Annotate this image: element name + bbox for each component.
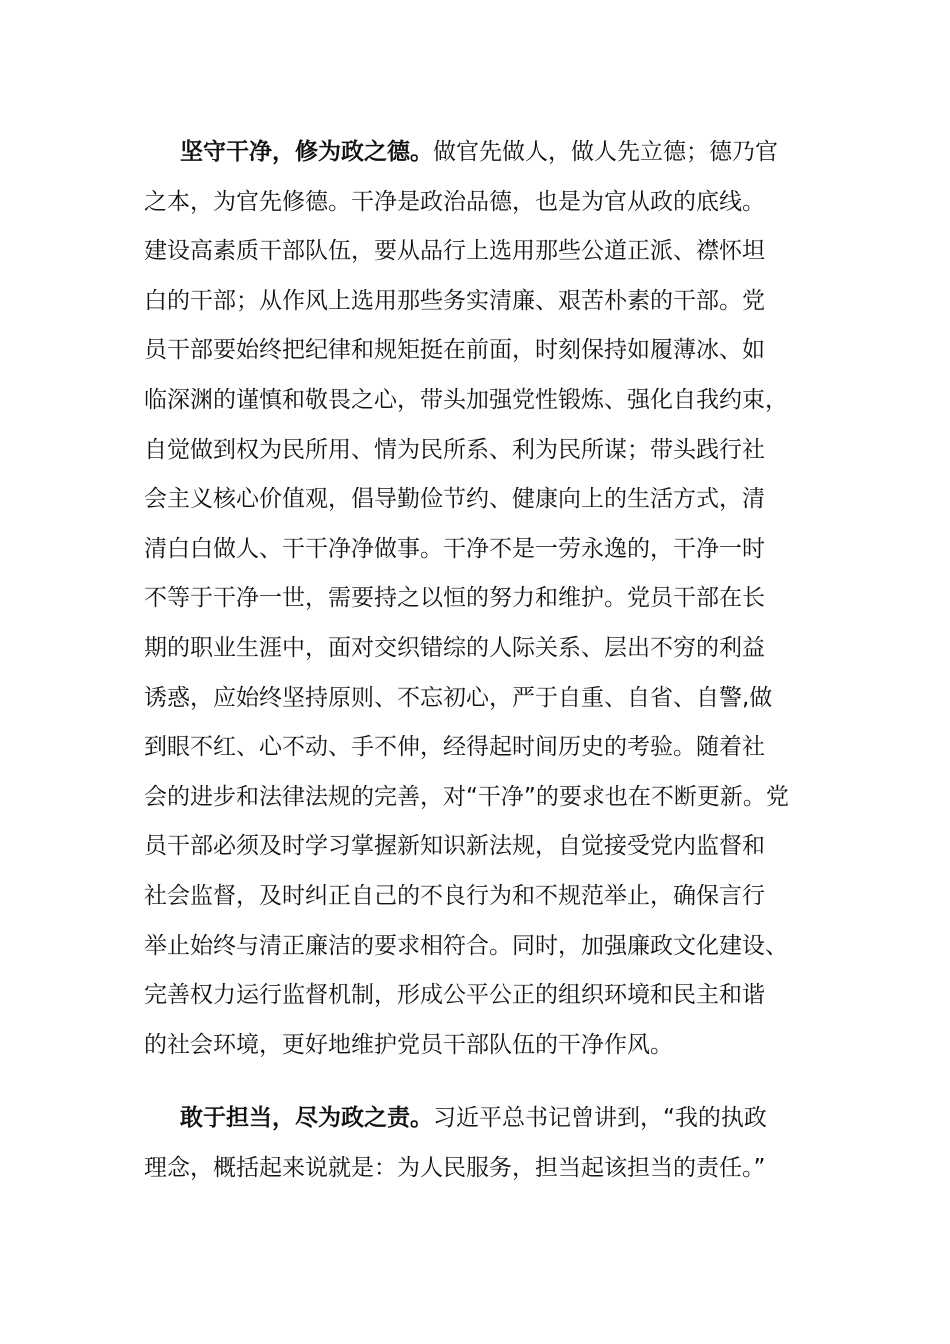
paragraph-line: 理念，概括起来说就是：为人民服务，担当起该担当的责任。” [144,1154,766,1181]
paragraph-line: 白的干部；从作风上选用那些务实清廉、艰苦朴素的干部。党 [144,287,765,314]
paragraph-line: 会主义核心价值观，倡导勤俭节约、健康向上的生活方式，清 [144,486,765,513]
paragraph-line: 不等于干净一世，需要持之以恒的努力和维护。党员干部在长 [144,585,765,612]
paragraph-line: 员干部要始终把纪律和规矩挺在前面，时刻保持如履薄冰、如 [144,337,765,364]
paragraph-line: 之本，为官先修德。干净是政治品德，也是为官从政的底线。 [144,188,765,215]
paragraph-line: 完善权力运行监督机制，形成公平公正的组织环境和民主和谐 [144,982,765,1009]
paragraph-line: 社会监督，及时纠正自己的不良行为和不规范举止，确保言行 [144,882,765,909]
paragraph-line: 员干部必须及时学习掌握新知识新法规，自觉接受党内监督和 [144,833,765,860]
paragraph-first-line [144,128,816,178]
paragraph-line: 诱惑，应始终坚持原则、不忘初心，严于自重、自省、自警,做 [144,684,773,711]
paragraph-text: 做官先做人，做人先立德；德乃官 [433,139,778,165]
paragraph-line: 自觉做到权为民所用、情为民所系、利为民所谋；带头践行社 [144,436,765,463]
paragraph-responsibility [144,1094,816,1193]
paragraph-line: 清白白做人、干干净净做事。干净不是一劳永逸的，干净一时 [144,535,765,562]
paragraph-line: 期的职业生涯中，面对交织错综的人际关系、层出不穷的利益 [144,634,765,661]
paragraph-heading: 坚守干净，修为政之德。 [180,139,433,165]
paragraph-integrity [144,128,816,1070]
paragraph-line: 的社会环境，更好地维护党员干部队伍的干净作风。 [144,1031,673,1058]
paragraph-line: 举止始终与清正廉洁的要求相符合。同时，加强廉政文化建设、 [144,932,788,959]
paragraph-line: 临深渊的谨慎和敬畏之心，带头加强党性锻炼、强化自我约束， [144,386,788,413]
paragraph-line: 到眼不红、心不动、手不伸，经得起时间历史的考验。随着社 [144,734,765,761]
paragraph-line: 会的进步和法律法规的完善，对“干净”的要求也在不断更新。党 [144,783,789,810]
paragraph-first-line [144,1094,816,1144]
paragraph-text: 习近平总书记曾讲到，“我的执政 [433,1105,767,1131]
paragraph-heading: 敢于担当，尽为政之责。 [180,1105,433,1131]
paragraph-line: 建设高素质干部队伍，要从品行上选用那些公道正派、襟怀坦 [144,238,765,265]
